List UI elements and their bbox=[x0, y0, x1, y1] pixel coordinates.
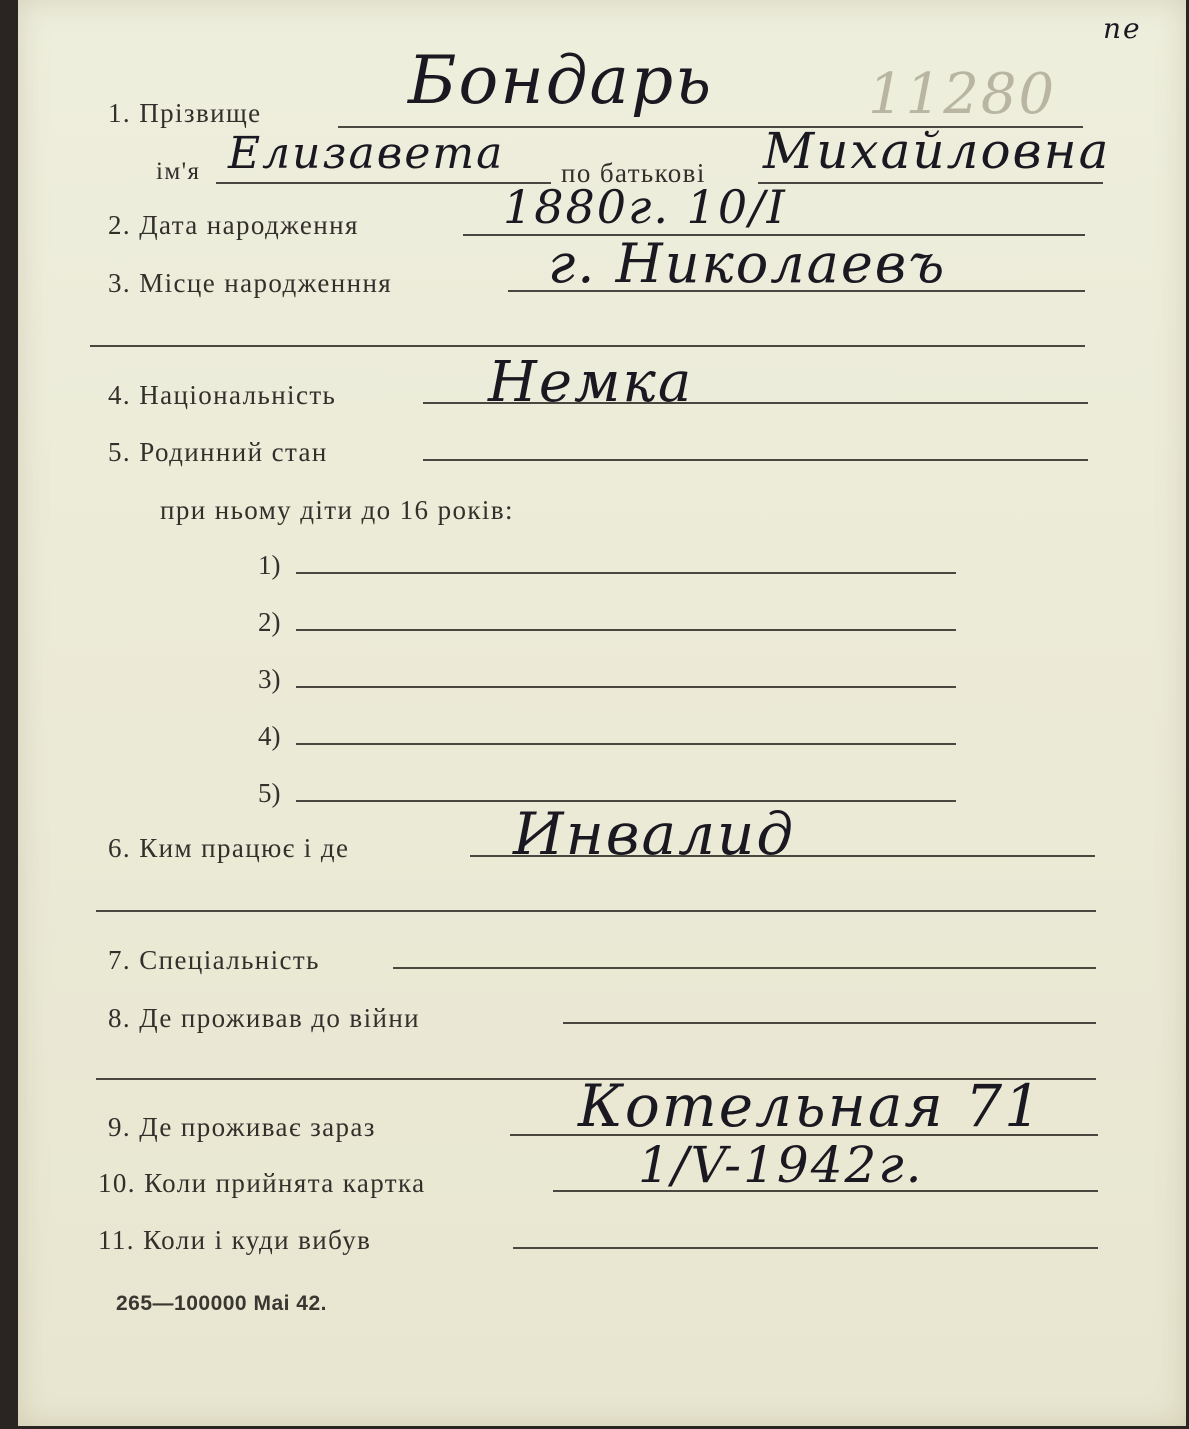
line-child-2 bbox=[296, 629, 956, 631]
label-specialty: 7. Спеціальність bbox=[108, 945, 320, 975]
line-patronymic bbox=[758, 182, 1103, 184]
label-birth-place: 3. Місце народженння bbox=[108, 268, 393, 298]
label-departure: 11. Коли і куди вибув bbox=[98, 1225, 372, 1255]
handwritten-first-name: Елизавета bbox=[228, 128, 505, 179]
label-marital-status: 5. Родинний стан bbox=[108, 437, 328, 467]
handwritten-birth-date: 1880г. 10/I bbox=[503, 180, 787, 234]
child-number-5: 5) bbox=[258, 778, 281, 808]
corner-handwritten-mark: пе bbox=[1103, 12, 1142, 45]
child-number-4: 4) bbox=[258, 721, 281, 751]
label-prewar-residence: 8. Де проживав до війни bbox=[108, 1003, 421, 1033]
child-number-2: 2) bbox=[258, 607, 281, 637]
line-child-4 bbox=[296, 743, 956, 745]
label-patronymic: по батькові bbox=[561, 158, 706, 188]
handwritten-occupation: Инвалид bbox=[513, 800, 796, 868]
line-marital-status bbox=[423, 459, 1088, 461]
line-first-name bbox=[216, 182, 551, 184]
registration-card bbox=[18, 0, 1186, 1426]
label-surname: 1. Прізвище bbox=[108, 98, 262, 128]
handwritten-birth-place: г. Николаевъ bbox=[548, 232, 947, 295]
label-first-name: ім'я bbox=[156, 158, 201, 185]
handwritten-patronymic: Михайловна bbox=[763, 122, 1111, 180]
handwritten-surname: Бондарь bbox=[408, 42, 714, 119]
label-card-accepted: 10. Коли прийнята картка bbox=[98, 1168, 426, 1198]
label-current-residence: 9. Де проживає зараз bbox=[108, 1112, 376, 1142]
line-prewar-residence bbox=[563, 1022, 1096, 1024]
card-number: 11280 bbox=[868, 62, 1057, 127]
handwritten-current-residence: Котельная 71 bbox=[578, 1072, 1044, 1140]
handwritten-nationality: Немка bbox=[488, 350, 694, 415]
line-child-1 bbox=[296, 572, 956, 574]
line-child-3 bbox=[296, 686, 956, 688]
line-birth-place-extra bbox=[90, 345, 1085, 347]
child-number-1: 1) bbox=[258, 550, 281, 580]
print-code: 265—100000 Mai 42. bbox=[116, 1292, 327, 1315]
label-occupation: 6. Ким працює і де bbox=[108, 833, 350, 863]
line-departure bbox=[513, 1247, 1098, 1249]
line-occupation-extra bbox=[96, 910, 1096, 912]
label-children: при ньому діти до 16 років: bbox=[160, 495, 514, 525]
label-birth-date: 2. Дата народження bbox=[108, 210, 359, 240]
line-specialty bbox=[393, 967, 1096, 969]
label-nationality: 4. Національність bbox=[108, 380, 337, 410]
handwritten-card-date: 1/V-1942г. bbox=[638, 1136, 924, 1194]
child-number-3: 3) bbox=[258, 664, 281, 694]
